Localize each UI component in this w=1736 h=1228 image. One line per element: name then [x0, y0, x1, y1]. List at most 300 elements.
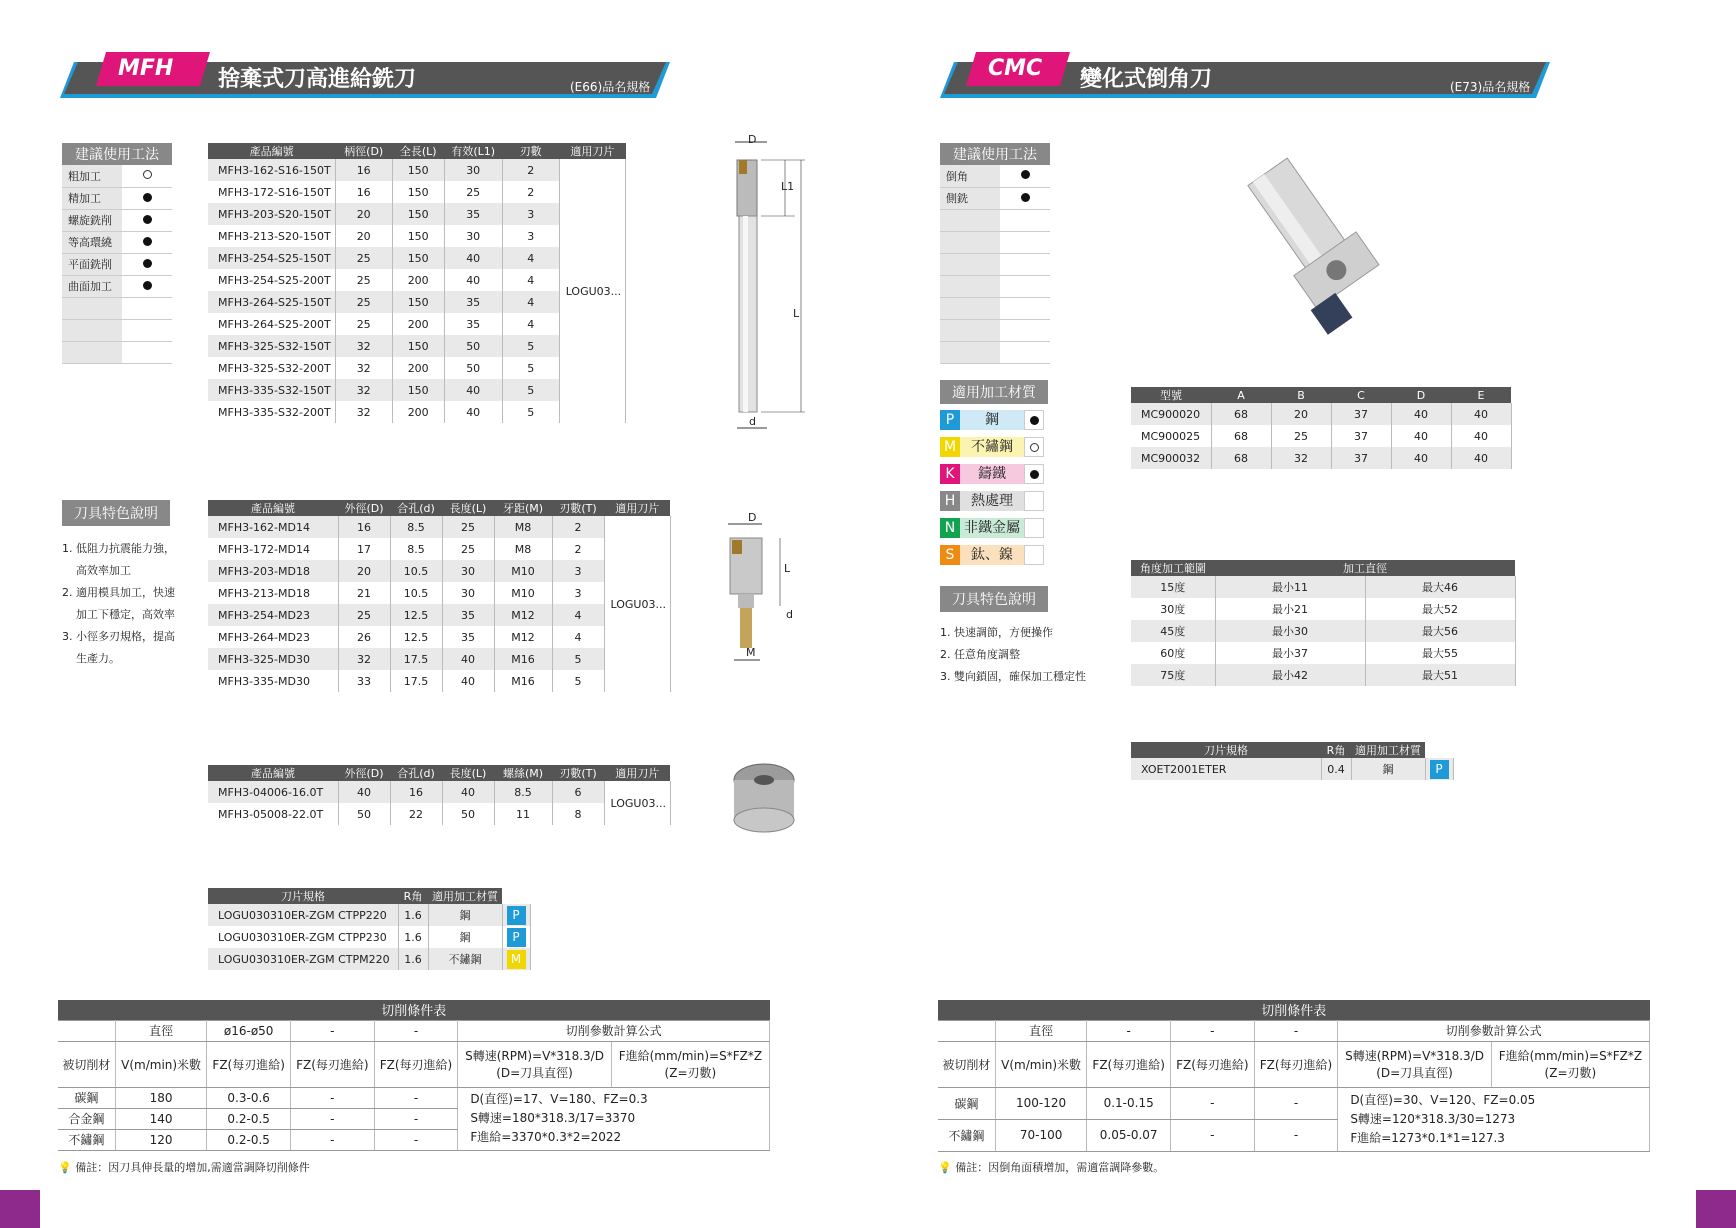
table-cell: 4 [502, 313, 559, 335]
table-cell: 20 [335, 225, 392, 247]
table-cell: 40 [442, 648, 494, 670]
table-cell: 8 [552, 803, 604, 825]
dim-label-D: D [748, 511, 757, 524]
column-header: 長度(L) [442, 500, 494, 516]
table-cell: 200 [392, 401, 444, 423]
usage-method [940, 319, 1000, 341]
table-cell: 200 [392, 357, 444, 379]
table-cell: 26 [338, 626, 390, 648]
table-cell: 40 [1451, 425, 1511, 447]
calc-example [1338, 1087, 1650, 1151]
insert-spec-table [1131, 742, 1454, 780]
features-title: 刀具特色說明 [62, 500, 170, 526]
table-row [208, 582, 670, 604]
usage-mark [122, 209, 172, 231]
usage-row [62, 253, 172, 275]
feature-item: 3. 小徑多刃規格，提高 [62, 630, 175, 643]
usage-mark [1000, 297, 1050, 319]
feature-item: 1. 快速調節，方便操作 [940, 626, 1053, 639]
max-dia-cell: 最大46 [1365, 576, 1515, 598]
usage-method: 倒角 [940, 165, 1000, 187]
material-name: 不鏽鋼 [960, 437, 1024, 457]
column-header: 適用刀片 [604, 500, 670, 516]
table-cell: MFH3-203-MD18 [208, 560, 338, 582]
table-cell: MFH3-172-S16-150T [208, 181, 335, 203]
column-header: 柄徑(D) [335, 143, 392, 159]
conditions-cell: 70-100 [995, 1119, 1086, 1151]
column-header: 產品編號 [208, 765, 338, 781]
material-label: 被切削材 [938, 1041, 995, 1087]
filled-dot-icon [1030, 470, 1039, 479]
calc-line: D(直徑)=17、V=180、FZ=0.3 [470, 1092, 648, 1106]
blank-cell [58, 1020, 115, 1041]
material-name: 非鐵金屬 [960, 518, 1024, 538]
usage-method: 精加工 [62, 187, 122, 209]
conditions-row [938, 1087, 1650, 1119]
table-cell: 50 [444, 335, 502, 357]
bulb-icon: 💡 [938, 1161, 952, 1174]
insert-cell: LOGU03... [559, 159, 625, 423]
usage-row [62, 209, 172, 231]
cutting-conditions-right [938, 1000, 1650, 1152]
column-header: 有效(L1) [444, 143, 502, 159]
column-header: 全長(L) [392, 143, 444, 159]
material-pill-cell [502, 926, 530, 948]
formula-line: (Z=刃數) [1544, 1066, 1597, 1080]
table-cell: MFH3-335-S32-200T [208, 401, 335, 423]
table-cell: MFH3-213-MD18 [208, 582, 338, 604]
column-header: R角 [1321, 742, 1351, 758]
features-title: 刀具特色說明 [940, 586, 1048, 612]
formula-title: 切削參數計算公式 [1338, 1020, 1650, 1041]
column-header: 產品編號 [208, 143, 335, 159]
feature-item: 2. 適用模具加工，快速 [62, 586, 175, 599]
insert-spec-table [208, 888, 531, 970]
table-cell: 25 [335, 247, 392, 269]
material-code-badge: P [507, 906, 526, 925]
table-cell: 16 [338, 516, 390, 538]
table-cell: 0.4 [1321, 758, 1351, 780]
table-row [1131, 598, 1515, 620]
usage-mark [122, 231, 172, 253]
table-row [1131, 403, 1511, 425]
table-cell: MFH3-162-S16-150T [208, 159, 335, 181]
table-cell: 8.5 [390, 516, 442, 538]
material-row [940, 435, 1050, 459]
calc-line: D(直徑)=30、V=120、FZ=0.05 [1350, 1092, 1536, 1107]
table-cell: 50 [442, 803, 494, 825]
usage-mark [122, 319, 172, 341]
table-cell: 40 [444, 247, 502, 269]
dim-label-D: D [748, 133, 757, 146]
dia-range: - [1087, 1020, 1171, 1041]
page-tab-right [1696, 1190, 1736, 1228]
materials-box [940, 380, 1050, 567]
column-header: C [1331, 387, 1391, 403]
column-header: 刃數(T) [552, 500, 604, 516]
feature-item: 2. 任意角度調整 [940, 648, 1020, 661]
table-cell: MFH3-213-S20-150T [208, 225, 335, 247]
usage-method [940, 275, 1000, 297]
usage-title: 建議使用工法 [940, 143, 1050, 165]
table-cell: 35 [442, 626, 494, 648]
usage-method: 等高環繞 [62, 231, 122, 253]
table-cell: 25 [444, 181, 502, 203]
column-header: 刀片規格 [208, 888, 398, 904]
dia-range: - [374, 1020, 458, 1041]
table-cell: LOGU030310ER-ZGM CTPP230 [208, 926, 398, 948]
table-row [1131, 425, 1511, 447]
table-cell: 40 [1391, 425, 1451, 447]
modular-spec-table [208, 500, 671, 692]
usage-row [62, 275, 172, 297]
note-left [58, 1159, 310, 1175]
speed-label: V(m/min)米數 [995, 1041, 1086, 1087]
feed-label: FZ(每刃進給) [1254, 1041, 1338, 1087]
material-pill-cell [1425, 758, 1453, 780]
min-dia-cell: 最小37 [1215, 642, 1365, 664]
formula-line: S轉速(RPM)=V*318.3/D [1345, 1049, 1484, 1063]
calc-line: F進給=1273*0.1*1=127.3 [1350, 1130, 1505, 1145]
table-cell: LOGU030310ER-ZGM CTPM220 [208, 948, 398, 970]
table-cell: M10 [494, 582, 552, 604]
material-row [940, 462, 1050, 486]
usage-method: 粗加工 [62, 165, 122, 187]
usage-mark [122, 253, 172, 275]
material-mark [1024, 518, 1044, 538]
column-header: R角 [398, 888, 428, 904]
materials-title: 適用加工材質 [940, 380, 1048, 404]
table-cell: 20 [338, 560, 390, 582]
min-dia-cell: 最小42 [1215, 664, 1365, 686]
usage-row [940, 275, 1050, 297]
table-cell: 40 [1391, 447, 1451, 469]
filled-dot-icon [1021, 193, 1030, 202]
table-cell: 1.6 [398, 904, 428, 926]
feed-label: FZ(每刃進給) [207, 1041, 291, 1087]
column-header: 產品編號 [208, 500, 338, 516]
insert-cell: LOGU03... [604, 516, 670, 692]
model-spec-table [1131, 387, 1512, 469]
usage-mark [1000, 319, 1050, 341]
calc-line: S轉速=180*318.3/17=3370 [470, 1111, 636, 1125]
feed-label: FZ(每刃進給) [1087, 1041, 1171, 1087]
table-cell: MC900020 [1131, 403, 1211, 425]
table-row [1131, 447, 1511, 469]
material-label: 被切削材 [58, 1041, 115, 1087]
usage-row [940, 231, 1050, 253]
table-cell: 3 [552, 582, 604, 604]
material-row [940, 408, 1050, 432]
table-cell: 150 [392, 159, 444, 181]
table-cell: 25 [335, 291, 392, 313]
material-mark [1024, 464, 1044, 484]
note-text: 備註：因倒角面積增加，需適當調降參數。 [955, 1161, 1165, 1174]
table-cell: 8.5 [390, 538, 442, 560]
min-dia-cell: 最小11 [1215, 576, 1365, 598]
feature-item: 3. 雙向鎖固，確保加工穩定性 [940, 670, 1086, 683]
product-badge: MFH [118, 56, 174, 81]
usage-row [940, 165, 1050, 187]
cutting-conditions-left [58, 1000, 770, 1151]
table-cell: 50 [338, 803, 390, 825]
face-mill-image [728, 758, 800, 836]
column-header: E [1451, 387, 1511, 403]
table-cell: MFH3-335-MD30 [208, 670, 338, 692]
table-cell: 35 [444, 203, 502, 225]
conditions-title: 切削條件表 [58, 1000, 770, 1020]
table-row [1131, 664, 1515, 686]
table-row [1131, 642, 1515, 664]
table-cell: MFH3-325-S32-150T [208, 335, 335, 357]
angle-cell: 45度 [1131, 620, 1215, 642]
conditions-cell: 不鏽鋼 [938, 1119, 995, 1151]
usage-mark [1000, 253, 1050, 275]
table-cell: 鋼 [1351, 758, 1425, 780]
filled-dot-icon [143, 193, 152, 202]
material-code-badge: S [940, 545, 960, 565]
page-title: 捨棄式刀高進給銑刀 [218, 67, 417, 92]
table-row [208, 926, 530, 948]
table-cell: 25 [1271, 425, 1331, 447]
table-cell: LOGU030310ER-ZGM CTPP220 [208, 904, 398, 926]
spindle-formula [458, 1041, 611, 1087]
conditions-cell: - [374, 1087, 458, 1108]
table-row [208, 803, 670, 825]
feature-item: 加工下穩定，高效率 [76, 608, 175, 621]
table-cell: MFH3-254-S25-200T [208, 269, 335, 291]
usage-method [940, 253, 1000, 275]
material-name: 鑄鐵 [960, 464, 1024, 484]
table-cell: 30 [442, 582, 494, 604]
column-header: 角度加工範圍 [1131, 560, 1215, 576]
material-name: 熱處理 [960, 491, 1024, 511]
conditions-cell: - [374, 1129, 458, 1150]
usage-mark [1000, 231, 1050, 253]
column-header: 合孔(d) [390, 500, 442, 516]
table-cell: 2 [502, 159, 559, 181]
table-cell: XOET2001ETER [1131, 758, 1321, 780]
table-cell: 40 [338, 781, 390, 803]
table-cell: 35 [442, 604, 494, 626]
table-cell: MFH3-325-S32-200T [208, 357, 335, 379]
column-header: 刃數(T) [552, 765, 604, 781]
conditions-cell: 0.2-0.5 [207, 1108, 291, 1129]
table-cell: 16 [390, 781, 442, 803]
table-cell: 不鏽鋼 [428, 948, 502, 970]
blank-cell [938, 1020, 995, 1041]
table-cell: 25 [338, 604, 390, 626]
table-cell: 30 [444, 159, 502, 181]
min-dia-cell: 最小30 [1215, 620, 1365, 642]
material-pill-cell [502, 948, 530, 970]
material-mark [1024, 491, 1044, 511]
calc-example [458, 1087, 770, 1150]
table-row [208, 538, 670, 560]
table-cell: 20 [1271, 403, 1331, 425]
usage-mark [122, 341, 172, 363]
table-cell: 2 [552, 538, 604, 560]
material-pill-cell [502, 904, 530, 926]
conditions-cell: - [291, 1129, 375, 1150]
table-cell: 35 [444, 313, 502, 335]
table-cell: MFH3-172-MD14 [208, 538, 338, 560]
modular-tool-drawing [720, 510, 810, 670]
column-header: 螺絲(M) [494, 765, 552, 781]
table-cell: 40 [444, 401, 502, 423]
table-cell: 32 [335, 335, 392, 357]
table-row [208, 159, 626, 181]
dim-label-L1: L1 [781, 180, 795, 193]
angle-cell: 15度 [1131, 576, 1215, 598]
table-cell: 4 [552, 626, 604, 648]
table-cell: 30 [444, 225, 502, 247]
conditions-cell: 0.3-0.6 [207, 1087, 291, 1108]
table-cell: 32 [335, 357, 392, 379]
usage-row [62, 319, 172, 341]
table-row [1131, 620, 1515, 642]
max-dia-cell: 最大51 [1365, 664, 1515, 686]
usage-method [62, 319, 122, 341]
table-cell: MFH3-264-S25-200T [208, 313, 335, 335]
conditions-cell: - [1254, 1087, 1338, 1119]
usage-title: 建議使用工法 [62, 143, 172, 165]
formula-line: (Z=刃數) [664, 1066, 717, 1080]
empty-circle-icon [143, 170, 152, 179]
usage-method [62, 297, 122, 319]
speed-label: V(m/min)米數 [115, 1041, 206, 1087]
usage-mark [1000, 165, 1050, 187]
usage-row [62, 341, 172, 363]
formula-line: F進給(mm/min)=S*FZ*Z [618, 1049, 763, 1063]
table-cell: MFH3-264-MD23 [208, 626, 338, 648]
table-row [208, 516, 670, 538]
table-cell: 25 [335, 269, 392, 291]
table-row [1131, 758, 1453, 780]
table-cell: M16 [494, 648, 552, 670]
table-cell: 12.5 [390, 604, 442, 626]
table-cell: 5 [502, 401, 559, 423]
formula-line: S轉速(RPM)=V*318.3/D [465, 1049, 604, 1063]
conditions-cell: - [1171, 1119, 1255, 1151]
table-cell: 68 [1211, 403, 1271, 425]
filled-dot-icon [143, 215, 152, 224]
table-cell: 150 [392, 203, 444, 225]
table-cell: MFH3-203-S20-150T [208, 203, 335, 225]
usage-mark [122, 275, 172, 297]
material-code-badge: H [940, 491, 960, 511]
table-cell: 40 [1451, 403, 1511, 425]
usage-mark [1000, 341, 1050, 363]
table-cell: 150 [392, 225, 444, 247]
table-cell: 25 [442, 538, 494, 560]
table-row [208, 648, 670, 670]
dia-range: ø16-ø50 [207, 1020, 291, 1041]
material-name: 鈦、鎳 [960, 545, 1024, 565]
product-badge: CMC [988, 56, 1043, 81]
usage-method [62, 341, 122, 363]
table-cell: 1.6 [398, 948, 428, 970]
angle-cell: 60度 [1131, 642, 1215, 664]
feed-label: FZ(每刃進給) [374, 1041, 458, 1087]
table-cell: 21 [338, 582, 390, 604]
max-dia-cell: 最大55 [1365, 642, 1515, 664]
table-cell: 50 [444, 357, 502, 379]
material-code-badge: P [940, 410, 960, 430]
formula-line: (D=刀具直徑) [1376, 1066, 1453, 1080]
table-cell: 17.5 [390, 648, 442, 670]
conditions-cell: 0.05-0.07 [1087, 1119, 1171, 1151]
table-cell: 150 [392, 335, 444, 357]
dim-label-M: M [746, 646, 756, 659]
column-header: 外徑(D) [338, 500, 390, 516]
table-cell: MFH3-254-MD23 [208, 604, 338, 626]
table-row [208, 626, 670, 648]
conditions-cell: 碳鋼 [938, 1087, 995, 1119]
table-cell: 37 [1331, 447, 1391, 469]
table-cell: 25 [442, 516, 494, 538]
table-cell: 鋼 [428, 926, 502, 948]
column-header: 型號 [1131, 387, 1211, 403]
usage-mark [122, 187, 172, 209]
usage-method: 螺旋銑削 [62, 209, 122, 231]
column-header: D [1391, 387, 1451, 403]
table-cell: 16 [335, 159, 392, 181]
table-cell: 68 [1211, 447, 1271, 469]
table-cell: 150 [392, 247, 444, 269]
table-cell: 17 [338, 538, 390, 560]
formula-title: 切削參數計算公式 [458, 1020, 770, 1041]
shank-spec-table [208, 143, 626, 423]
usage-row [940, 253, 1050, 275]
table-cell: 11 [494, 803, 552, 825]
table-cell: 10.5 [390, 560, 442, 582]
column-header: 刃數 [502, 143, 559, 159]
table-row [208, 670, 670, 692]
table-cell: 25 [335, 313, 392, 335]
table-row [1131, 576, 1515, 598]
dia-label: 直徑 [115, 1020, 206, 1041]
table-cell: M16 [494, 670, 552, 692]
conditions-cell: - [291, 1108, 375, 1129]
usage-row [62, 231, 172, 253]
table-cell: 4 [502, 247, 559, 269]
feature-item: 1. 低阻力抗震能力強， [62, 542, 175, 555]
right-header [940, 52, 1556, 100]
conditions-cell: 不鏽鋼 [58, 1129, 115, 1150]
table-cell: 3 [552, 560, 604, 582]
usage-method: 側銑 [940, 187, 1000, 209]
angle-range-table [1131, 560, 1516, 686]
material-code-badge: N [940, 518, 960, 538]
conditions-cell: 100-120 [995, 1087, 1086, 1119]
table-cell: 2 [502, 181, 559, 203]
column-header: 加工直徑 [1215, 560, 1515, 576]
material-mark [1024, 437, 1044, 457]
note-right [938, 1159, 1164, 1175]
conditions-row [58, 1087, 770, 1108]
table-cell: 12.5 [390, 626, 442, 648]
feed-formula [611, 1041, 769, 1087]
feature-item: 高效率加工 [76, 564, 131, 577]
table-cell: 40 [1391, 403, 1451, 425]
table-row [208, 560, 670, 582]
table-cell: 5 [552, 670, 604, 692]
formula-line: F進給(mm/min)=S*FZ*Z [1498, 1049, 1643, 1063]
table-cell: 32 [338, 648, 390, 670]
features-box [62, 500, 182, 670]
conditions-cell: 合金鋼 [58, 1108, 115, 1129]
